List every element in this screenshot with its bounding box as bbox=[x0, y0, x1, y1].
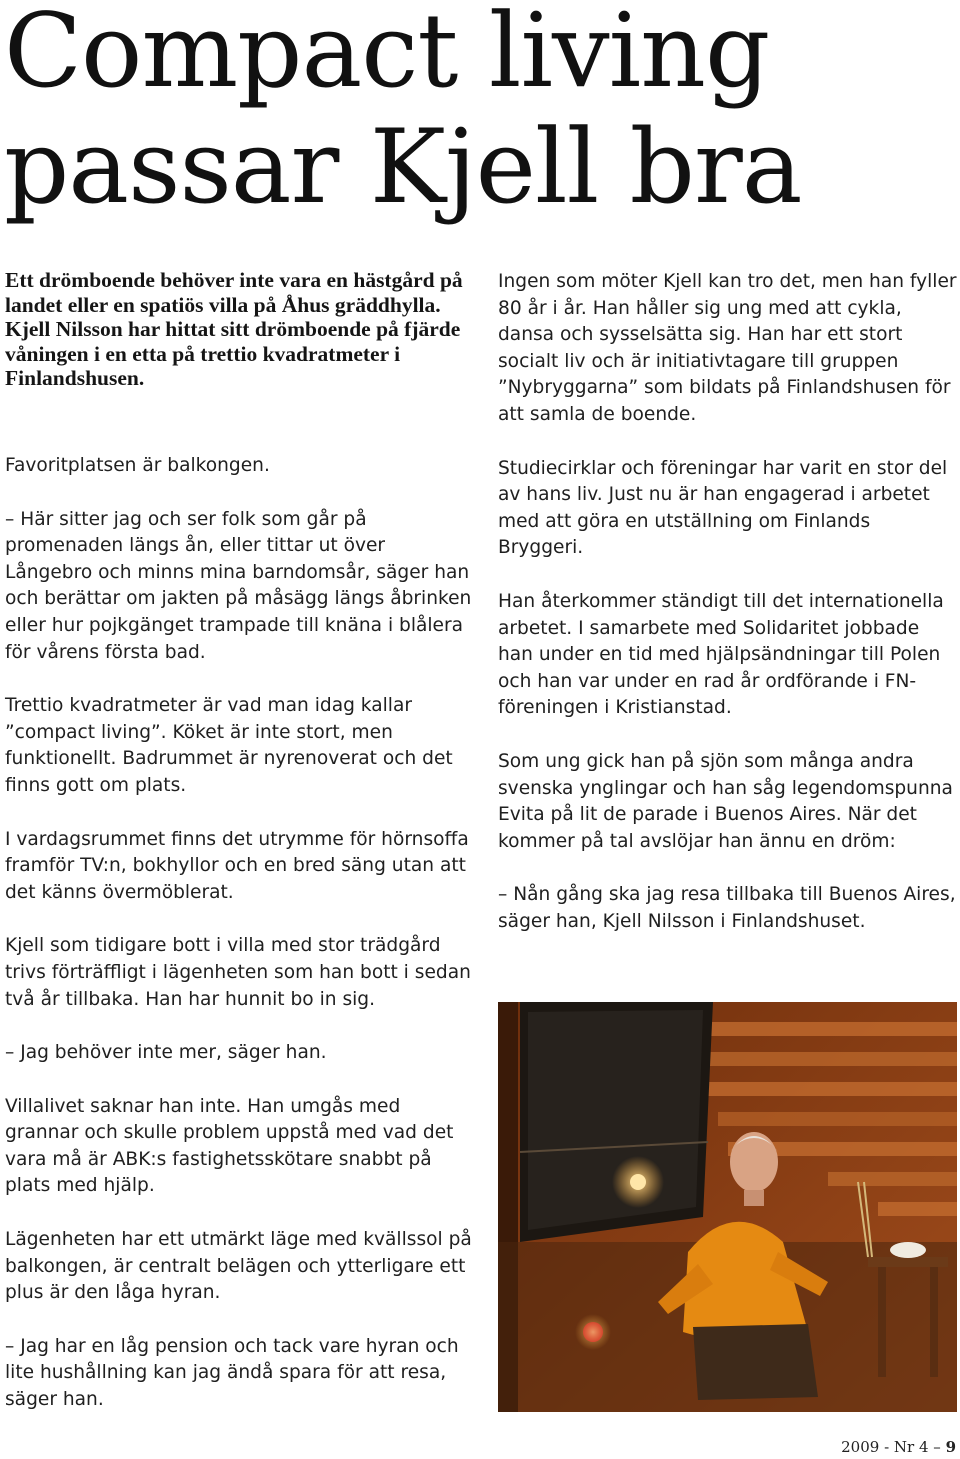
body-paragraph: Villalivet saknar han inte. Han umgås med grannar och skulle problem uppstå med vad det vara må är ABK:s fastighetsskötare snabbt på plats med hjälp. bbox=[5, 1095, 454, 1197]
head bbox=[730, 1132, 778, 1192]
body-paragraph: Kjell som tidigare bott i villa med stor trädgård trivs förträffligt i lägenheten som han bott i sedan två år tillbaka. Han har hunnit bo in sig. bbox=[5, 935, 471, 1010]
body-paragraph: – Jag har en låg pension och tack vare hyran och lite hushållning kan jag ändå spara för att resa, säger han. bbox=[5, 1335, 459, 1411]
body-paragraph: – Här sitter jag och ser folk som går på promenaden längs ån, eller tittar ut över Långebro och minns mina barndomsår, säger han och berättar om jakten på måsägg längs åbrinken eller hur pojkgänget trampade till knäna i blålera för vårens första bad. bbox=[5, 508, 472, 663]
page-number: 9 bbox=[945, 1438, 956, 1456]
body-paragraph: Han återkommer ständigt till det internationella arbetet. I samarbete med Solidaritet jobbade han under en tid med hjälpsändningar till Polen och han var under en rad år ordförande i FN-föreningen i Kristianstad. bbox=[498, 590, 944, 719]
neck bbox=[744, 1190, 764, 1206]
body-paragraph: I vardagsrummet finns det utrymme för hörnsoffa framför TV:n, bokhyllor och en bred säng utan att det känns övermöblerat. bbox=[5, 828, 469, 903]
lamp bbox=[630, 1174, 646, 1190]
body-paragraph: Som ung gick han på sjön som många andra svenska ynglingar och han såg legendomspunna Evita på lit de parade i Buenos Aires. När det kommer på tal avslöjar han ännu en dröm: bbox=[498, 750, 953, 852]
body-paragraph: Trettio kvadratmeter är vad man idag kallar ”compact living”. Köket är inte stort, men funktionellt. Badrummet är nyrenoverat och det finns gott om plats. bbox=[5, 695, 453, 796]
left-column bbox=[5, 453, 473, 1441]
right-column bbox=[498, 269, 958, 962]
body-paragraph: Studiecirklar och föreningar har varit en stor del av hans liv. Just nu är han engagerad i arbetet med att göra en utställning om Finlands Bryggeri. bbox=[498, 457, 948, 559]
body-paragraph: Favoritplatsen är balkongen. bbox=[5, 455, 270, 476]
bowl bbox=[890, 1242, 926, 1258]
issue-label: 2009 - Nr 4 – bbox=[841, 1438, 941, 1456]
page-folio bbox=[841, 1438, 956, 1456]
portrait-photo bbox=[498, 1002, 957, 1412]
body-paragraph: Lägenheten har ett utmärkt läge med kvällssol på balkongen, är centralt belägen och ytterligare ett plus är den låga hyran. bbox=[5, 1229, 472, 1304]
window-reflection bbox=[528, 1010, 703, 1230]
trousers bbox=[693, 1324, 818, 1400]
lead-paragraph: Ett drömboende behöver inte vara en hästgård på landet eller en spatiös villa på Åhus gräddhylla. Kjell Nilsson har hittat sitt drömboende på fjärde våningen i en etta på trettio kvadratmeter i Finlandshusen. bbox=[5, 268, 463, 391]
body-paragraph: – Nån gång ska jag resa tillbaka till Buenos Aires, säger han, Kjell Nilsson i Finlandshuset. bbox=[498, 884, 956, 932]
headline: Compact living passar Kjell bra bbox=[4, 0, 802, 227]
body-paragraph: – Jag behöver inte mer, säger han. bbox=[5, 1042, 327, 1064]
body-paragraph: Ingen som möter Kjell kan tro det, men han fyller 80 år i år. Han håller sig ung med att cykla, dansa och sysselsätta sig. Han har ett stort socialt liv och är initiativtagare till gruppen ”Nybryggarna” som bildats på Finlandshusen för att samla de boende. bbox=[498, 271, 957, 425]
portrait-illustration bbox=[498, 1002, 957, 1412]
